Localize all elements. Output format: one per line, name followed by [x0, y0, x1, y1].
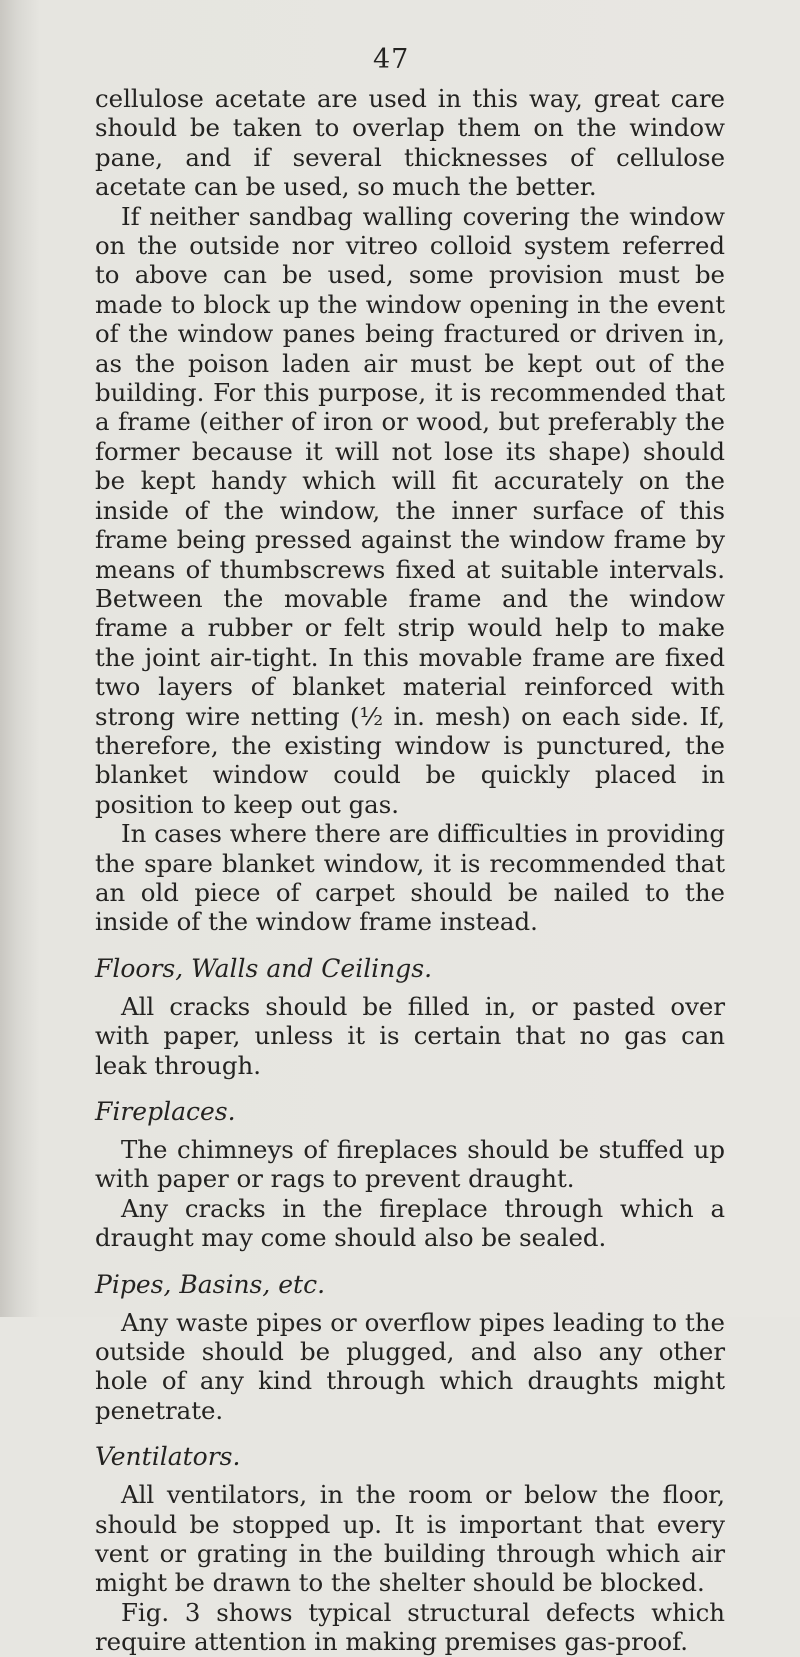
section-heading-fireplaces: Fireplaces. — [95, 1097, 236, 1126]
paragraph-floors: All cracks should be filled in, or pasted over with paper, unless it is certain that no gas can leak through. — [95, 991, 725, 1080]
paragraph-ventilators: All ventilators, in the room or below the floor, should be stopped up. It is important that every vent or grating in the building through which air might be drawn to the shelter should be blocked. — [95, 1480, 725, 1598]
section-heading-ventilators: Ventilators. — [95, 1442, 241, 1472]
paragraph-pipes: Any waste pipes or overflow pipes leading to the outside should be plugged, and also any other hole of any kind through which draughts might penetrate. — [95, 1307, 725, 1425]
paragraph-window-frame: If neither sandbag walling covering the window on the outside nor vitreo colloid system referred to above can be used, some provision must be made to block up the window opening in the event of the window panes being fractured or driven in, as the poison laden air must be kept out of the building. For this purpose, it is recommended that a frame (either of iron or wood, but preferably the former because it will not lose its shape) should be kept handy which will fit accurately on the inside of the window, the inner surface of this frame being pressed against the window frame by means of thumbscrews fixed at suitable intervals. Between the movable frame and the window frame a rubber or felt strip would help to make the joint air-tight. In this movable frame are fixed two layers of blanket material reinforced with strong wire netting (½ in. mesh) on each side. If, therefore, the existing window is punctured, the blanket window could be quickly placed in position to keep out gas. — [95, 201, 725, 819]
section-heading-pipes: Pipes, Basins, etc. — [95, 1269, 326, 1299]
paragraph-chimneys: The chimneys of fireplaces should be stuffed up with paper or rags to prevent draught. — [95, 1135, 725, 1194]
section-heading-floors: Floors, Walls and Ceilings. — [95, 953, 433, 983]
paragraph-continued: cellulose acetate are used in this way, great care should be taken to overlap them on the window pane, and if several thicknesses of cellulose acetate can be used, so much the better. — [95, 84, 725, 202]
paragraph-carpet: In cases where there are difficulties in providing the spare blanket window, it is recommended that an old piece of carpet should be nailed to the inside of the window frame instead. — [95, 819, 725, 937]
page-number: 47 — [373, 44, 410, 75]
paragraph-figure-reference: Fig. 3 shows typical structural defects which require attention in making premises gas-proof. — [95, 1597, 725, 1657]
paragraph-fireplace-cracks: Any cracks in the fireplace through which a draught may come should also be sealed. — [95, 1193, 725, 1253]
body-text — [95, 84, 725, 1657]
